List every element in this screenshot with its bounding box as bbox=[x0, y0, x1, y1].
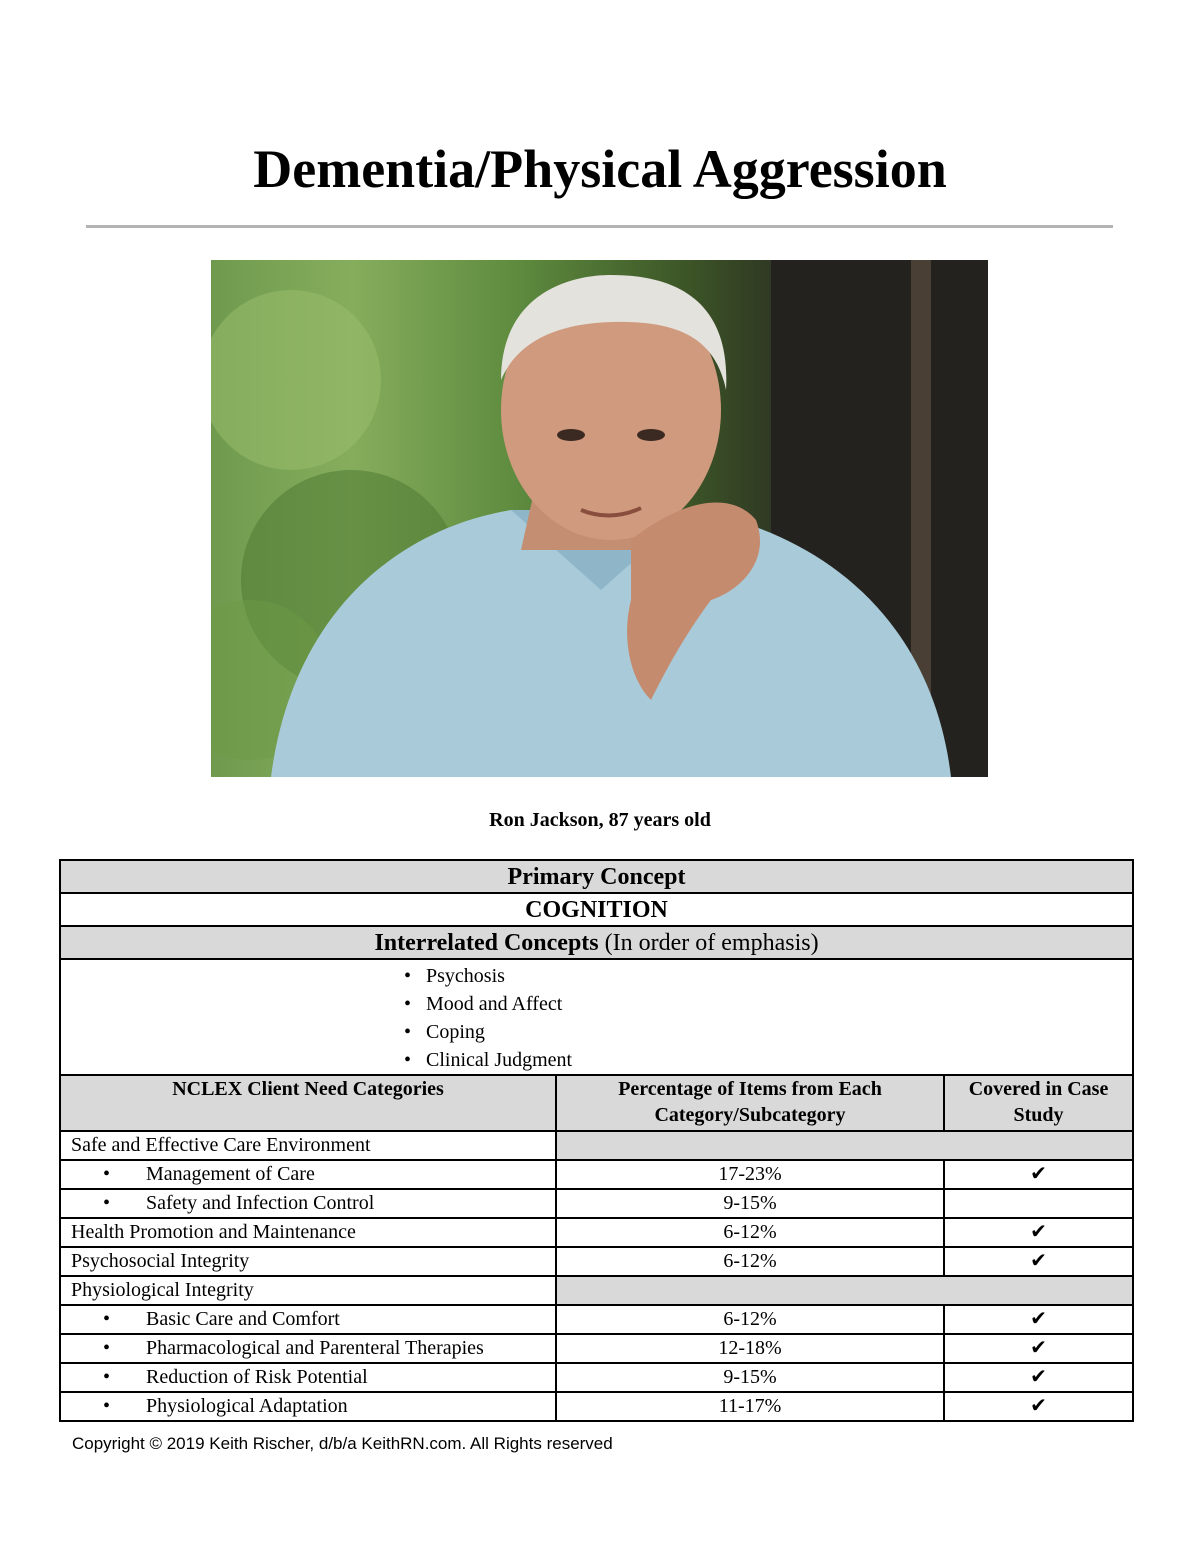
interrelated-concepts-heading bbox=[60, 926, 1133, 959]
category-label: Pharmacological and Parenteral Therapies bbox=[146, 1337, 484, 1359]
category-label: Physiological Adaptation bbox=[146, 1395, 348, 1417]
percentage-cell: 12-18% bbox=[556, 1334, 944, 1363]
category-cell bbox=[60, 1392, 556, 1421]
table-row bbox=[60, 1363, 1133, 1392]
category-cell: Physiological Integrity bbox=[60, 1276, 556, 1305]
category-label: Reduction of Risk Potential bbox=[146, 1366, 368, 1388]
shaded-cell bbox=[556, 1131, 1133, 1160]
category-cell bbox=[60, 1189, 556, 1218]
category-label: Safety and Infection Control bbox=[146, 1192, 375, 1214]
checkmark-icon: ✔ bbox=[944, 1334, 1133, 1363]
bullet-icon: • bbox=[103, 1337, 111, 1359]
list-item: • Clinical Judgment bbox=[404, 1046, 1122, 1074]
list-item: • Psychosis bbox=[404, 962, 1122, 990]
nclex-table-body bbox=[60, 1131, 1133, 1421]
checkmark-icon: ✔ bbox=[944, 1392, 1133, 1421]
table-row bbox=[60, 1160, 1133, 1189]
table-row bbox=[60, 1189, 1133, 1218]
primary-concept-heading: Primary Concept bbox=[60, 860, 1133, 893]
patient-caption: Ron Jackson, 87 years old bbox=[489, 809, 711, 831]
checkmark-icon bbox=[944, 1189, 1133, 1218]
concepts-table bbox=[59, 859, 1134, 1422]
category-cell: Safe and Effective Care Environment bbox=[60, 1131, 556, 1160]
category-cell: Psychosocial Integrity bbox=[60, 1247, 556, 1276]
percentage-cell: 9-15% bbox=[556, 1363, 944, 1392]
table-row bbox=[60, 1334, 1133, 1363]
column-header-category: NCLEX Client Need Categories bbox=[60, 1075, 556, 1131]
checkmark-icon: ✔ bbox=[944, 1247, 1133, 1276]
patient-photo bbox=[211, 260, 988, 777]
percentage-cell: 6-12% bbox=[556, 1305, 944, 1334]
checkmark-icon: ✔ bbox=[944, 1218, 1133, 1247]
table-row bbox=[60, 1276, 1133, 1305]
page-title: Dementia/Physical Aggression bbox=[253, 139, 947, 199]
category-cell: Health Promotion and Maintenance bbox=[60, 1218, 556, 1247]
checkmark-icon: ✔ bbox=[944, 1305, 1133, 1334]
copyright-footer: Copyright © 2019 Keith Rischer, d/b/a KeithRN.com. All Rights reserved bbox=[72, 1434, 613, 1453]
interrelated-concepts-list-cell bbox=[60, 959, 1133, 1075]
shaded-cell bbox=[556, 1276, 1133, 1305]
percentage-cell: 6-12% bbox=[556, 1218, 944, 1247]
category-cell bbox=[60, 1363, 556, 1392]
column-header-covered: Covered in Case Study bbox=[944, 1075, 1133, 1131]
interrelated-heading-note: (In order of emphasis) bbox=[598, 929, 819, 956]
bullet-icon: • bbox=[103, 1308, 111, 1330]
table-row bbox=[60, 1305, 1133, 1334]
table-row bbox=[60, 1247, 1133, 1276]
list-item: • Coping bbox=[404, 1018, 1122, 1046]
title-divider bbox=[86, 225, 1113, 228]
checkmark-icon: ✔ bbox=[944, 1160, 1133, 1189]
category-cell bbox=[60, 1160, 556, 1189]
bullet-icon: • bbox=[103, 1395, 111, 1417]
table-row bbox=[60, 1392, 1133, 1421]
column-header-percentage: Percentage of Items from Each Category/Subcategory bbox=[556, 1075, 944, 1131]
percentage-cell: 9-15% bbox=[556, 1189, 944, 1218]
table-row bbox=[60, 1218, 1133, 1247]
bullet-icon: • bbox=[103, 1366, 111, 1388]
bullet-icon: • bbox=[103, 1192, 111, 1214]
category-label: Management of Care bbox=[146, 1163, 315, 1185]
interrelated-concepts-list bbox=[71, 962, 1122, 1074]
percentage-cell: 6-12% bbox=[556, 1247, 944, 1276]
table-row bbox=[60, 1131, 1133, 1160]
category-cell bbox=[60, 1305, 556, 1334]
bullet-icon: • bbox=[103, 1163, 111, 1185]
list-item: • Mood and Affect bbox=[404, 990, 1122, 1018]
percentage-cell: 11-17% bbox=[556, 1392, 944, 1421]
interrelated-heading-bold: Interrelated Concepts bbox=[374, 929, 599, 956]
checkmark-icon: ✔ bbox=[944, 1363, 1133, 1392]
category-label: Basic Care and Comfort bbox=[146, 1308, 340, 1330]
primary-concept-value: COGNITION bbox=[60, 893, 1133, 926]
percentage-cell: 17-23% bbox=[556, 1160, 944, 1189]
category-cell bbox=[60, 1334, 556, 1363]
